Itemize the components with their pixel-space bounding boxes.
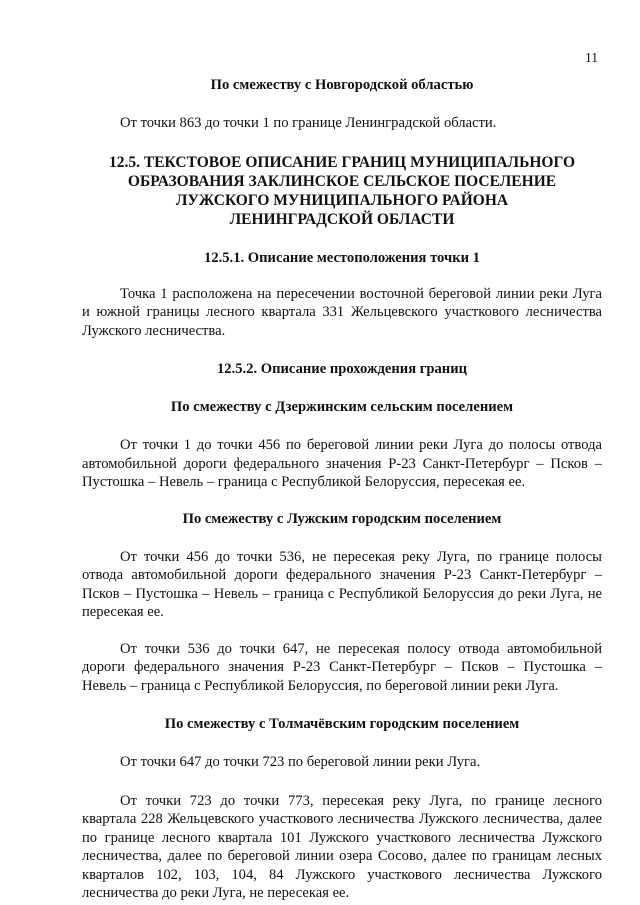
paragraph-tolmachevo-1: От точки 647 до точки 723 по береговой линии реки Луга.	[120, 754, 481, 770]
paragraph-point-1: Точка 1 расположена на пересечении восточной береговой линии реки Луга и южной границы лесного квартала 331 Жельцевского участкового лесничества Лужского лесничества.	[82, 285, 602, 339]
paragraph-luzhsky-2: От точки 536 до точки 647, не пересекая полосу отвода автомобильной дороги федерального значения Р-23 Санкт-Петербург – Псков – Пустошка – Невель – граница с Республикой Белоруссия, по береговой линии реки Луга.	[82, 640, 602, 694]
heading-novgorod: По смежеству с Новгородской областью	[210, 77, 474, 93]
paragraph-tolmachevo-2: От точки 723 до точки 773, пересекая реку Луга, по границе лесного квартала 228 Жельцевского участкового лесничества Лужского лесничества, далее по границе лесного квартала 101 Лужского участкового лесничества Лужского лесничества, далее по береговой линии озера Сосово, далее по границам лесных кварталов 102, 103, 104, 84 Лужского участкового лесничества Лужского лесничества до реки Луга, не пересекая ее.	[82, 792, 602, 901]
heading-dzerzhinsky: По смежеству с Дзержинским сельским поселением	[170, 399, 514, 415]
paragraph-luzhsky-1: От точки 456 до точки 536, не пересекая реку Луга, по границе полосы отвода автомобильной дороги федерального значения Р-23 Санкт-Петербург – Псков – Пустошка – Невель – граница с Республикой Белоруссия до реки Луга, не пересекая ее.	[82, 548, 602, 620]
paragraph-novgorod: От точки 863 до точки 1 по границе Ленинградской области.	[120, 115, 497, 131]
subsection-heading-1: 12.5.1. Описание местоположения точки 1	[204, 249, 480, 266]
subsection-heading-2: 12.5.2. Описание прохождения границ	[216, 361, 468, 377]
heading-luzhsky: По смежеству с Лужским городским поселением	[182, 510, 502, 527]
document-body	[82, 76, 602, 903]
section-title-line-1: 12.5. ТЕКСТОВОЕ ОПИСАНИЕ ГРАНИЦ МУНИЦИПАЛЬНОГО	[108, 153, 575, 171]
section-title	[82, 153, 602, 229]
section-title-line-3: ЛУЖСКОГО МУНИЦИПАЛЬНОГО РАЙОНА	[175, 191, 509, 209]
section-title-line-4: ЛЕНИНГРАДСКОЙ ОБЛАСТИ	[229, 210, 455, 228]
page-number: 11	[585, 50, 598, 65]
paragraph-dzerzhinsky: От точки 1 до точки 456 по береговой линии реки Луга до полосы отвода автомобильной дороги федерального значения Р-23 Санкт-Петербург – Псков – Пустошка – Невель – граница с Республикой Белоруссия, пересекая ее.	[82, 437, 602, 490]
heading-tolmachevo: По смежеству с Толмачёвским городским поселением	[164, 716, 520, 732]
section-title-line-2: ОБРАЗОВАНИЯ ЗАКЛИНСКОЕ СЕЛЬСКОЕ ПОСЕЛЕНИЕ	[127, 172, 557, 190]
